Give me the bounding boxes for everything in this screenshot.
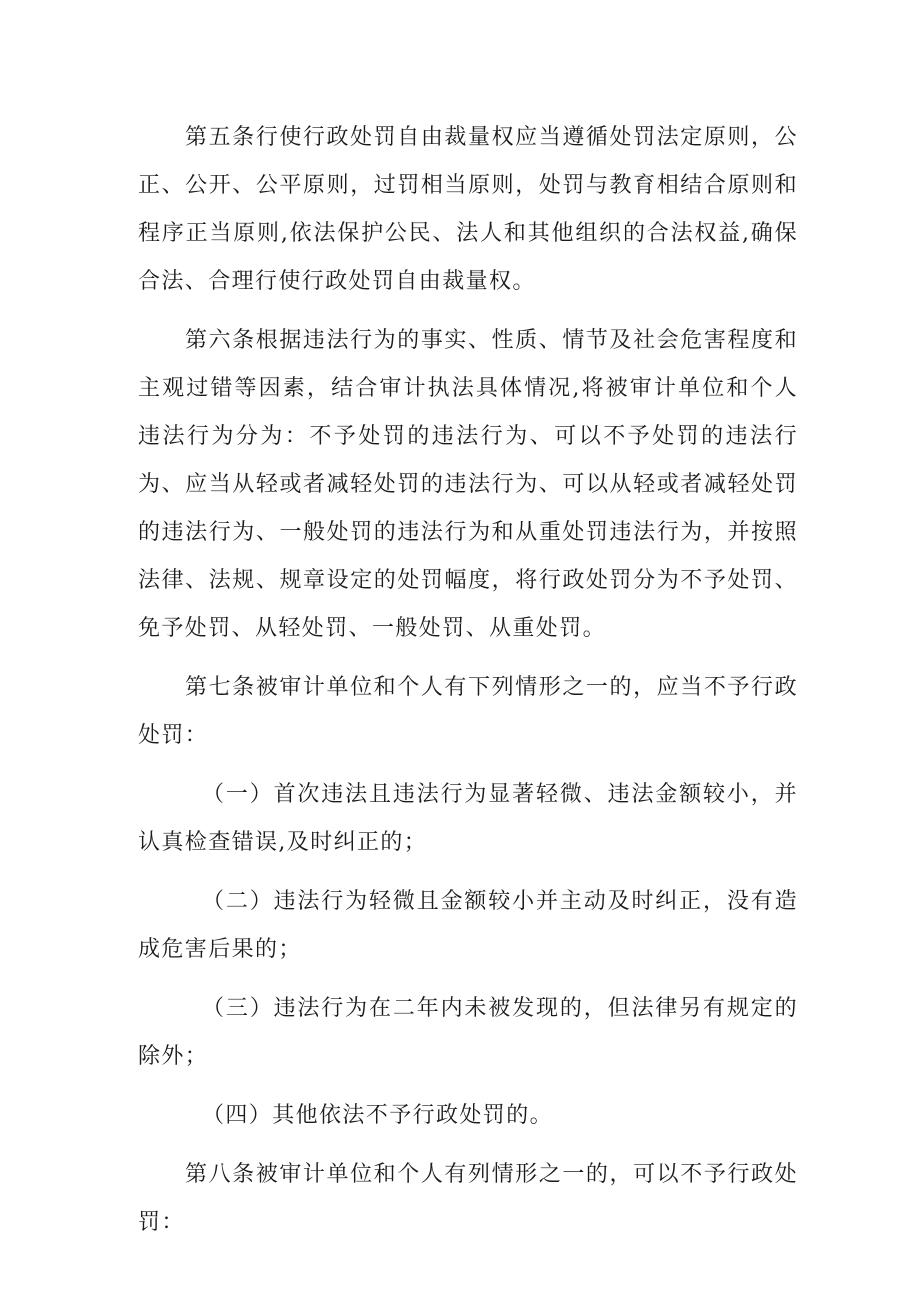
article-7-paragraph: 第七条被审计单位和个人有下列情形之一的，应当不予行政处罚：	[138, 675, 798, 748]
article-7-item-1: （一）首次违法且违法行为显著轻微、违法金额较小，并认真检查错误,及时纠正的；	[138, 782, 798, 855]
article-5-paragraph: 第五条行使行政处罚自由裁量权应当遵循处罚法定原则，公正、公开、公平原则，过罚相当原则，处罚与教育相结合原则和程序正当原则,依法保护公民、法人和其他组织的合法权益,确保合法、合理行使行政处罚自由裁量权。	[138, 125, 798, 294]
article-7-item-2: （二）违法行为轻微且金额较小并主动及时纠正，没有造成危害后果的；	[138, 889, 798, 962]
article-7-item-4: （四）其他依法不予行政处罚的。	[202, 1103, 554, 1128]
document-body	[138, 114, 798, 1258]
article-7-item-3: （三）违法行为在二年内未被发现的，但法律另有规定的除外；	[138, 996, 798, 1069]
article-6-paragraph: 第六条根据违法行为的事实、性质、情节及社会危害程度和主观过错等因素，结合审计执法具体情况,将被审计单位和个人违法行为分为：不予处罚的违法行为、可以不予处罚的违法行为、应当从轻或者减轻处罚的违法行为、可以从轻或者减轻处罚的违法行为、一般处罚的违法行为和从重处罚违法行为，并按照法律、法规、规章设定的处罚幅度，将行政处罚分为不予处罚、免予处罚、从轻处罚、一般处罚、从重处罚。	[138, 328, 798, 641]
article-8-paragraph: 第八条被审计单位和个人有列情形之一的，可以不予行政处罚：	[138, 1162, 798, 1235]
